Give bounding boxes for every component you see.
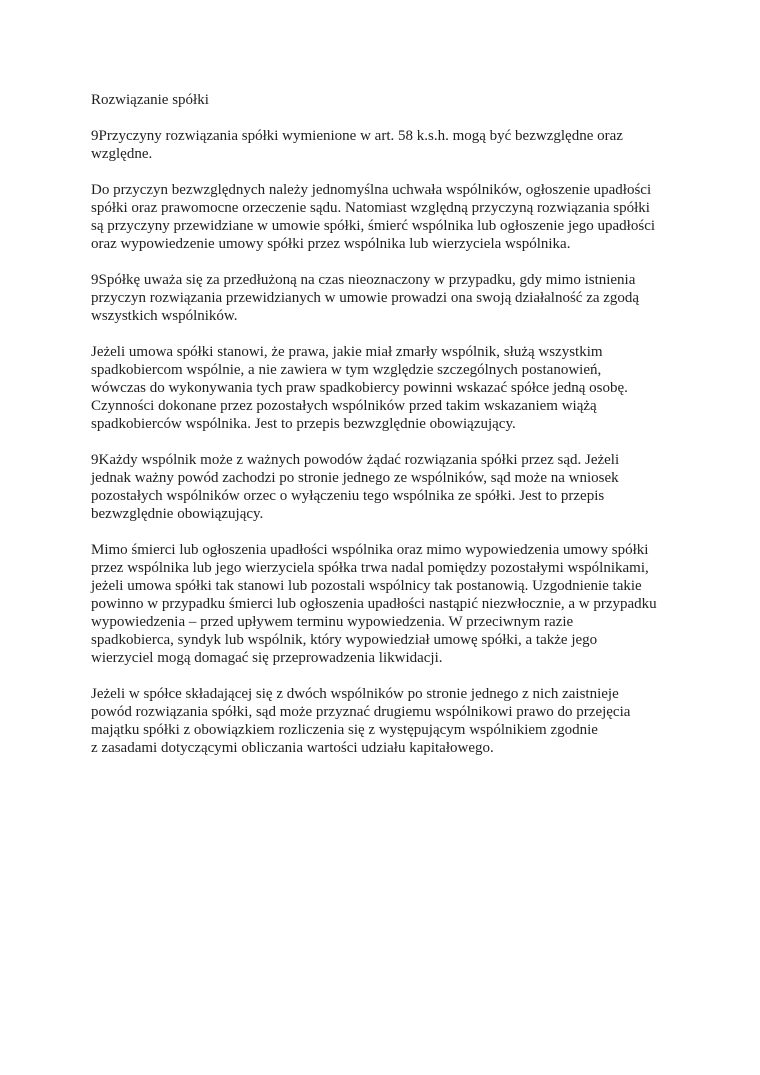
paragraph-line: majątku spółki z obowiązkiem rozliczenia się z występującym wspólnikiem zgodnie (91, 722, 598, 738)
document-title: Rozwiązanie spółki (91, 92, 209, 108)
paragraph-line: 9Przyczyny rozwiązania spółki wymienione w art. 58 k.s.h. mogą być bezwzględne oraz (91, 128, 623, 144)
paragraph-line: oraz wypowiedzenie umowy spółki przez wspólnika lub wierzyciela wspólnika. (91, 236, 571, 252)
paragraph-line: przez wspólnika lub jego wierzyciela spółka trwa nadal pomiędzy pozostałymi wspólnikami, (91, 560, 649, 576)
paragraph-line: względne. (91, 146, 153, 162)
paragraph-line: powód rozwiązania spółki, sąd może przyznać drugiemu wspólnikowi prawo do przejęcia (91, 704, 631, 720)
paragraph-line: są przyczyny przewidziane w umowie spółki, śmierć wspólnika lub ogłoszenie jego upadłości (91, 218, 656, 234)
paragraph-line: z zasadami dotyczącymi obliczania wartości udziału kapitałowego. (91, 740, 494, 756)
paragraph-list (91, 127, 671, 757)
paragraph-line: Jeżeli w spółce składającej się z dwóch wspólników po stronie jednego z nich zaistnieje (91, 686, 619, 702)
paragraph-line: spółki oraz prawomocne orzeczenie sądu. Natomiast względną przyczyną rozwiązania spółki (91, 200, 650, 216)
paragraph-line: wszystkich wspólników. (91, 308, 238, 324)
paragraph (91, 451, 671, 523)
paragraph (91, 343, 671, 433)
paragraph-line: wypowiedzenia – przed upływem terminu wypowiedzenia. W przeciwnym razie (91, 614, 574, 630)
paragraph-line: powinno w przypadku śmierci lub ogłoszenia upadłości nastąpić niezwłocznie, a w przypadku (91, 596, 657, 612)
document-body (91, 91, 671, 775)
paragraph-line: 9Każdy wspólnik może z ważnych powodów żądać rozwiązania spółki przez sąd. Jeżeli (91, 452, 620, 468)
paragraph (91, 127, 671, 163)
paragraph-line: Mimo śmierci lub ogłoszenia upadłości wspólnika oraz mimo wypowiedzenia umowy spółki (91, 542, 649, 558)
paragraph-line: pozostałych wspólników orzec o wyłączeniu tego wspólnika ze spółki. Jest to przepis (91, 488, 605, 504)
paragraph-line: 9Spółkę uważa się za przedłużoną na czas nieoznaczony w przypadku, gdy mimo istnienia (91, 272, 636, 288)
paragraph-line: Czynności dokonane przez pozostałych wspólników przed takim wskazaniem wiążą (91, 398, 597, 414)
paragraph (91, 181, 671, 253)
paragraph-line: jednak ważny powód zachodzi po stronie jednego ze wspólników, sąd może na wniosek (91, 470, 619, 486)
paragraph-line: spadkobierców wspólnika. Jest to przepis bezwzględnie obowiązujący. (91, 416, 516, 432)
paragraph-line: wierzyciel mogą domagać się przeprowadzenia likwidacji. (91, 650, 443, 666)
paragraph (91, 271, 671, 325)
paragraph-line: bezwzględnie obowiązujący. (91, 506, 264, 522)
paragraph-line: przyczyn rozwiązania przewidzianych w umowie prowadzi ona swoją działalność za zgodą (91, 290, 640, 306)
paragraph (91, 685, 671, 757)
paragraph-line: Jeżeli umowa spółki stanowi, że prawa, jakie miał zmarły wspólnik, służą wszystkim (91, 344, 603, 360)
paragraph-line: spadkobierca, syndyk lub wspólnik, który wypowiedział umowę spółki, a także jego (91, 632, 598, 648)
paragraph-line: jeżeli umowa spółki tak stanowi lub pozostali wspólnicy tak postanowią. Uzgodnienie takie (91, 578, 642, 594)
paragraph (91, 541, 671, 667)
paragraph-line: spadkobiercom wspólnie, a nie zawiera w tym względzie szczególnych postanowień, (91, 362, 602, 378)
paragraph-line: Do przyczyn bezwzględnych należy jednomyślna uchwała wspólników, ogłoszenie upadłości (91, 182, 652, 198)
paragraph-line: wówczas do wykonywania tych praw spadkobiercy powinni wskazać spółce jedną osobę. (91, 380, 628, 396)
